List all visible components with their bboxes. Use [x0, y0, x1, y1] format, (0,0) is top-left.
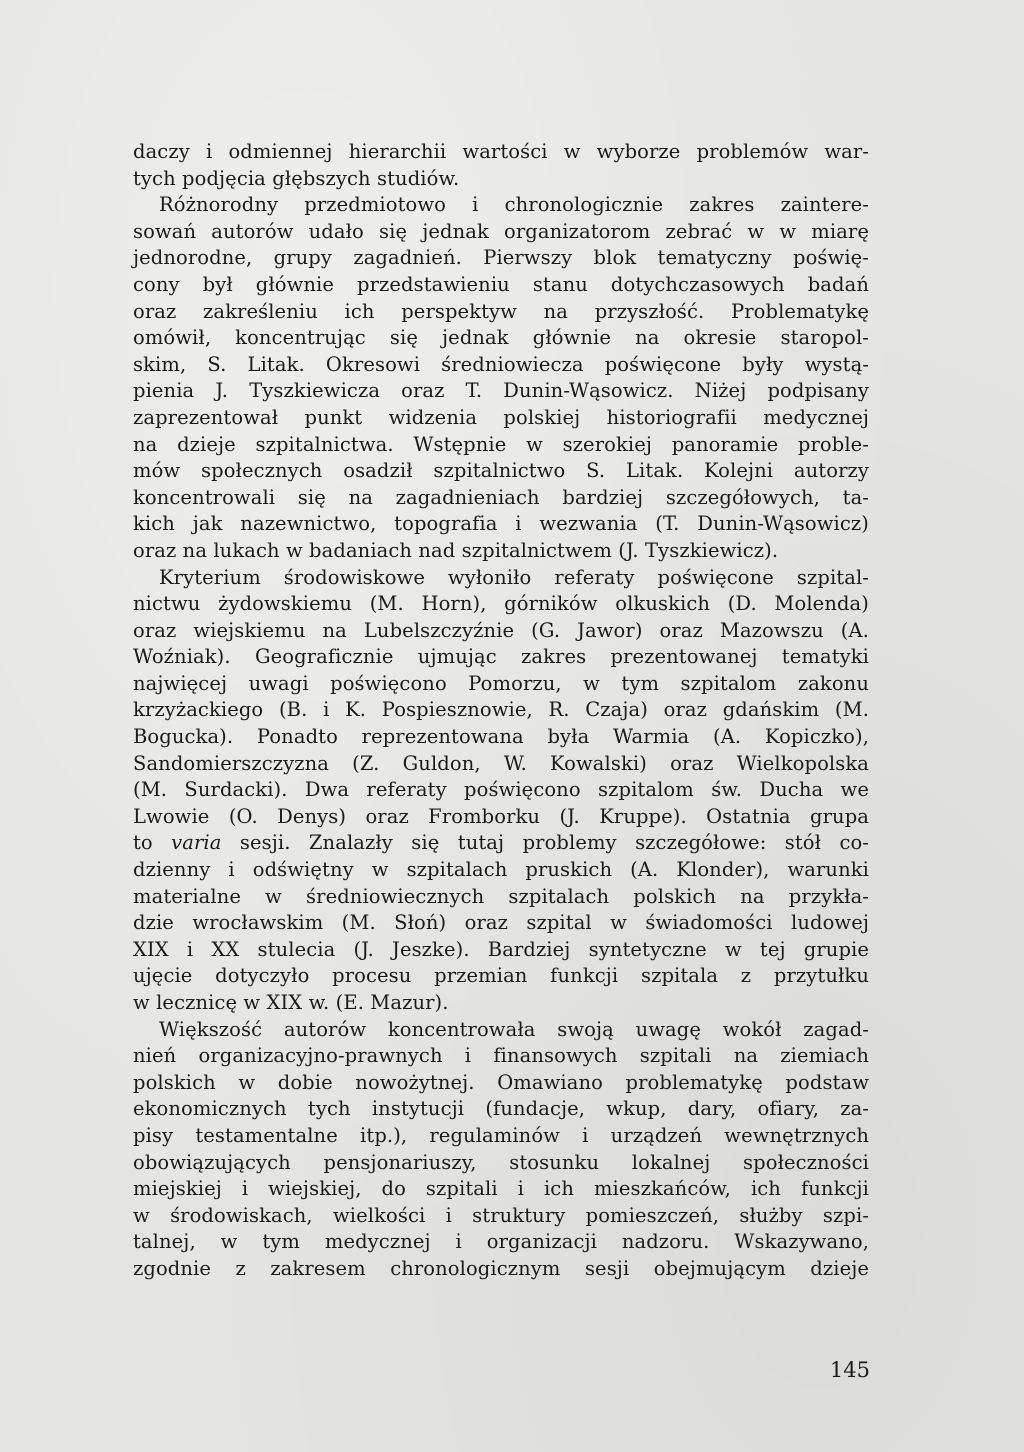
text-line: krzyżackiego (B. i K. Pospiesznowie, R. Czaja) oraz gdańskim (M. — [133, 698, 869, 722]
text-line: daczy i odmiennej hierarchii wartości w wyborze problemów war- — [133, 140, 869, 163]
text-line: mów społecznych osadził szpitalnictwo S. Litak. Kolejni autorzy — [133, 459, 869, 483]
text-segment: to — [133, 831, 172, 855]
page-number: 145 — [829, 1358, 870, 1382]
text-line: zgodnie z zakresem chronologicznym sesji obejmującym dzieje — [133, 1256, 869, 1280]
text-line: omówił, koncentrując się jednak głównie na okresie staropol- — [133, 326, 869, 350]
text-line: cony był głównie przedstawieniu stanu dotychczasowych badań — [133, 272, 869, 296]
text-line: zaprezentował punkt widzenia polskiej historiografii medycznej — [133, 405, 869, 429]
text-line: Kryterium środowiskowe wyłoniło referaty poświęcone szpital- — [159, 565, 869, 589]
text-line: Większość autorów koncentrowała swoją uwagę wokół zagad- — [159, 1017, 869, 1041]
text-line: ekonomicznych tych instytucji (fundacje, wkup, dary, ofiary, za- — [133, 1097, 869, 1121]
text-line: miejskiej i wiejskiej, do szpitali i ich mieszkańców, ich funkcji — [133, 1177, 869, 1201]
text-segment: sesji. Znalazły się tutaj problemy szczegółowe: stół co- — [221, 831, 869, 855]
text-line: nień organizacyjno-prawnych i finansowych szpitali na ziemiach — [133, 1044, 869, 1068]
text-line: skim, S. Litak. Okresowi średniowiecza poświęcone były wystą- — [133, 352, 869, 376]
text-line: oraz zakreśleniu ich perspektyw na przyszłość. Problematykę — [133, 299, 869, 323]
text-line: polskich w dobie nowożytnej. Omawiano problematykę podstaw — [133, 1070, 869, 1094]
text-line: talnej, w tym medycznej i organizacji nadzoru. Wskazywano, — [133, 1230, 869, 1254]
text-line: pienia J. Tyszkiewicza oraz T. Dunin-Wąsowicz. Niżej podpisany — [133, 379, 869, 403]
text-line: kich jak nazewnictwo, topografia i wezwania (T. Dunin-Wąsowicz) — [133, 512, 869, 536]
italic-word: varia — [171, 831, 222, 855]
text-line: Różnorodny przedmiotowo i chronologicznie zakres zaintere- — [159, 193, 869, 217]
text-line: oraz na lukach w badaniach nad szpitalnictwem (J. Tyszkiewicz). — [133, 538, 779, 562]
text-line: dzie wrocławskim (M. Słoń) oraz szpital w świadomości ludowej — [133, 911, 869, 935]
text-line: dzienny i odświętny w szpitalach pruskich (A. Klonder), warunki — [133, 858, 869, 882]
text-line: Sandomierszczyzna (Z. Guldon, W. Kowalski) oraz Wielkopolska — [133, 751, 869, 775]
text-line: sowań autorów udało się jednak organizatorom zebrać w w miarę — [133, 219, 869, 243]
text-line: Woźniak). Geograficznie ujmując zakres prezentowanej tematyki — [133, 645, 869, 669]
text-line — [133, 830, 869, 857]
text-line: (M. Surdacki). Dwa referaty poświęcono szpitalom św. Ducha we — [133, 778, 869, 802]
text-line: w lecznicę w XIX w. (E. Mazur). — [133, 991, 449, 1014]
text-line: koncentrowali się na zagadnieniach bardziej szczegółowych, ta- — [133, 485, 869, 509]
text-line: Bogucka). Ponadto reprezentowana była Warmia (A. Kopiczko), — [133, 725, 869, 749]
text-line: XIX i XX stulecia (J. Jeszke). Bardziej syntetyczne w tej grupie — [133, 937, 869, 961]
text-line: ujęcie dotyczyło procesu przemian funkcji szpitala z przytułku — [133, 964, 869, 988]
text-line: Lwowie (O. Denys) oraz Fromborku (J. Kruppe). Ostatnia grupa — [133, 804, 869, 828]
text-line: nictwu żydowskiemu (M. Horn), górników olkuskich (D. Molenda) — [133, 592, 869, 616]
text-line: oraz wiejskiemu na Lubelszczyźnie (G. Jawor) oraz Mazowszu (A. — [133, 618, 869, 642]
text-line: na dzieje szpitalnictwa. Wstępnie w szerokiej panoramie proble- — [133, 432, 869, 456]
text-line: pisy testamentalne itp.), regulaminów i urządzeń wewnętrznych — [133, 1123, 869, 1147]
text-line: obowiązujących pensjonariuszy, stosunku lokalnej społeczności — [133, 1150, 869, 1174]
body-text — [133, 139, 869, 1283]
text-line: materialne w średniowiecznych szpitalach polskich na przykła- — [133, 884, 869, 908]
text-line: najwięcej uwagi poświęcono Pomorzu, w tym szpitalom zakonu — [133, 671, 869, 695]
text-line: w środowiskach, wielkości i struktury pomieszczeń, służby szpi- — [133, 1203, 869, 1227]
text-line: jednorodne, grupy zagadnień. Pierwszy blok tematyczny poświę- — [133, 246, 869, 270]
text-line: tych podjęcia głębszych studiów. — [133, 166, 460, 190]
